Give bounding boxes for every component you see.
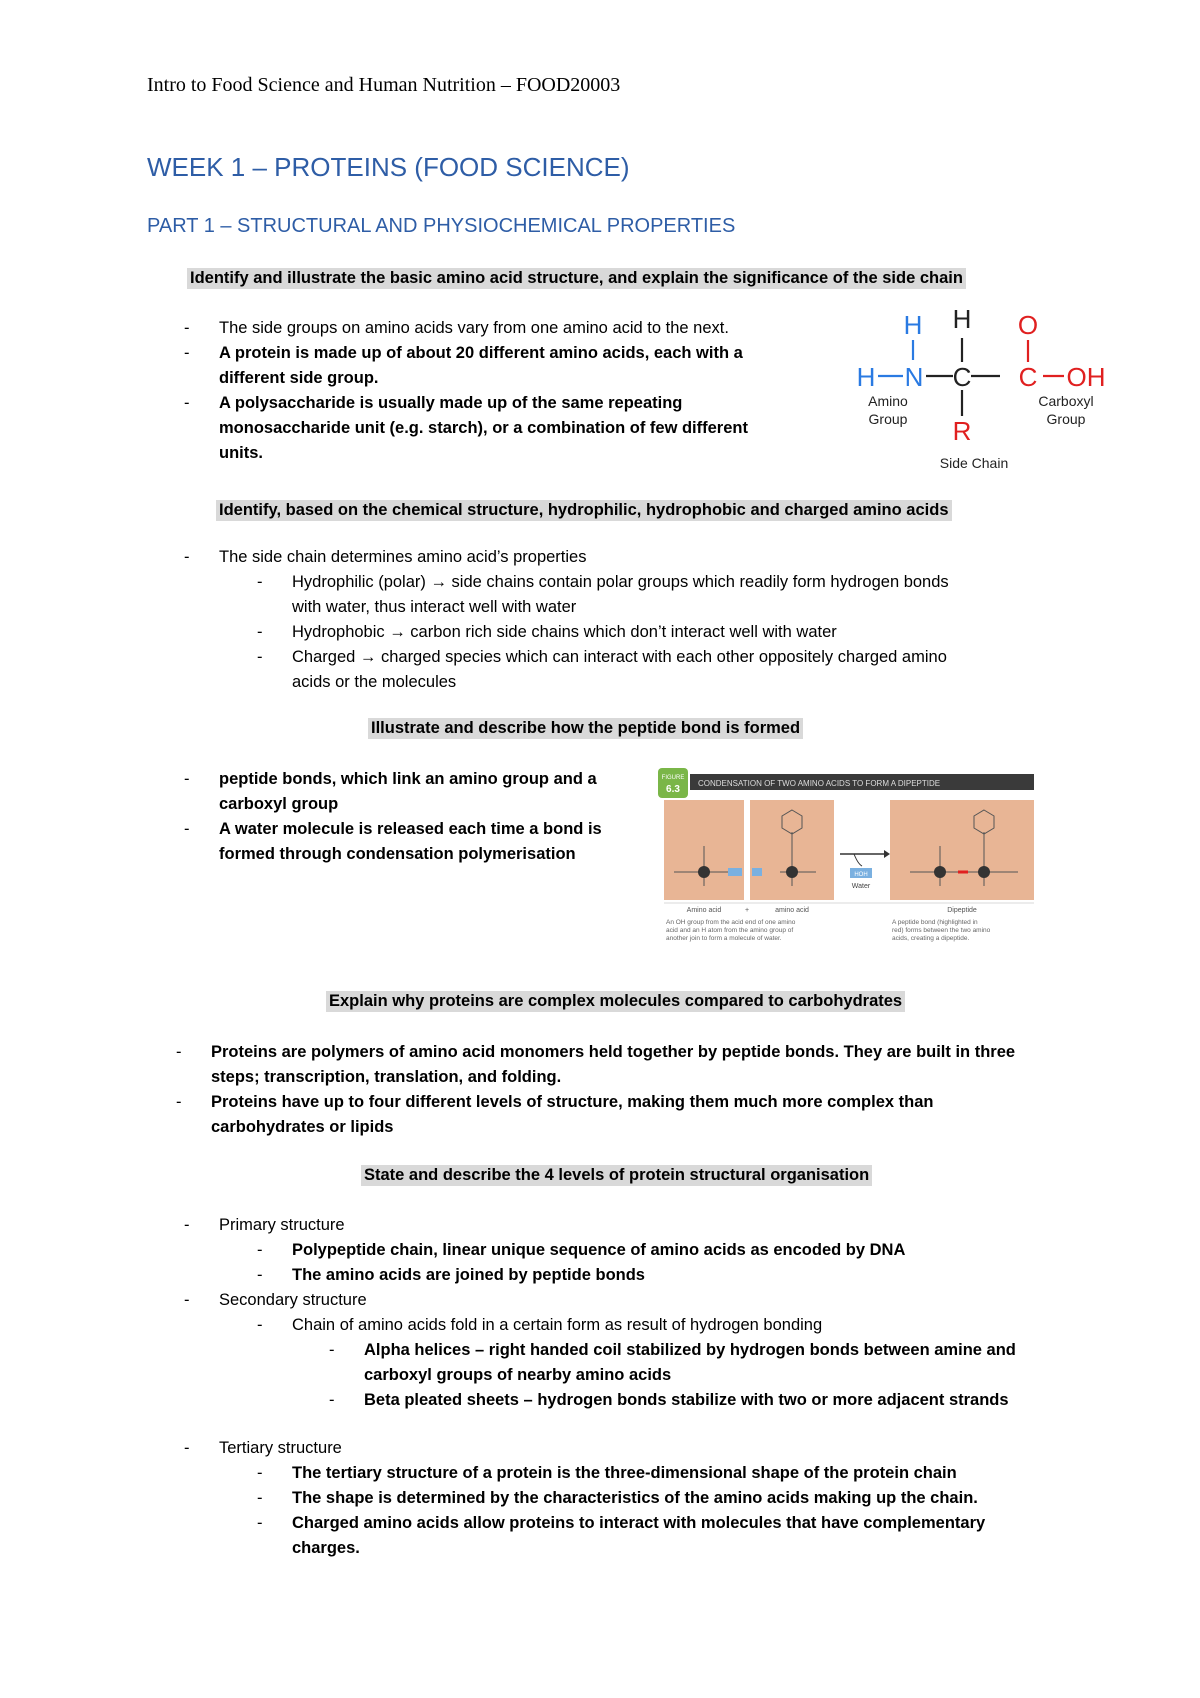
list-item: - A water molecule is released each time a bond is bbox=[184, 820, 602, 838]
oh-highlight bbox=[728, 868, 742, 876]
part-title: PART 1 – STRUCTURAL AND PHYSIOCHEMICAL PROPERTIES bbox=[147, 215, 736, 237]
caption-left-line: another join to form a molecule of water. bbox=[666, 935, 782, 942]
label-carboxyl-group: Group bbox=[1046, 411, 1086, 427]
page-title: WEEK 1 – PROTEINS (FOOD SCIENCE) bbox=[147, 152, 630, 182]
list-item: - The shape is determined by the characteristics of the amino acids making up the chain. bbox=[257, 1489, 978, 1507]
figure-banner-text: CONDENSATION OF TWO AMINO ACIDS TO FORM A DIPEPTIDE bbox=[698, 779, 941, 788]
water-release-arrow bbox=[854, 854, 862, 866]
list-item: - The tertiary structure of a protein is the three-dimensional shape of the protein chain bbox=[257, 1464, 957, 1482]
section-heading-structural-levels: State and describe the 4 levels of protein structural organisation bbox=[361, 1165, 872, 1186]
figure-badge-top: FIGURE bbox=[661, 775, 685, 781]
label-amino-group: Group bbox=[868, 411, 908, 427]
list-item-tertiary: - Tertiary structure bbox=[184, 1439, 342, 1457]
dipeptide-alpha-carbon-2 bbox=[978, 866, 990, 878]
hydroxyl-group: OH bbox=[1066, 362, 1106, 392]
list-item: - Hydrophilic (polar) → side chains contain polar groups which readily form hydrogen bonds bbox=[257, 573, 949, 591]
list-item-continuation: acids or the molecules bbox=[292, 673, 457, 691]
alpha-carbon-atom: C bbox=[952, 362, 972, 392]
label-plus: + bbox=[744, 907, 750, 914]
list-item-continuation: carboxyl group bbox=[219, 795, 339, 813]
list-item: - The amino acids are joined by peptide bonds bbox=[257, 1266, 645, 1284]
list-item: - Polypeptide chain, linear unique sequence of amino acids as encoded by DNA bbox=[257, 1241, 906, 1259]
water-badge-text: HOH bbox=[854, 872, 868, 878]
peptide-bond-list bbox=[184, 767, 639, 867]
h-highlight bbox=[752, 868, 762, 876]
caption-right-line: red) forms between the two amino bbox=[892, 927, 991, 934]
alpha-carbon-1 bbox=[698, 866, 710, 878]
label-amino-acid-2: amino acid bbox=[775, 907, 809, 914]
caption-right-line: acids, creating a dipeptide. bbox=[892, 935, 970, 942]
list-item: - Chain of amino acids fold in a certain form as result of hydrogen bonding bbox=[257, 1316, 823, 1334]
list-item: - Proteins have up to four different levels of structure, making them much more complex than bbox=[176, 1093, 934, 1111]
dipeptide-alpha-carbon-1 bbox=[934, 866, 946, 878]
list-item: - The side chain determines amino acid’s properties bbox=[184, 548, 587, 566]
section-heading-amino-structure: Identify and illustrate the basic amino acid structure, and explain the significance of the side chain bbox=[187, 268, 966, 289]
list-item-continuation: units. bbox=[219, 444, 263, 462]
caption-left-line: acid and an H atom from the amino group of bbox=[666, 927, 794, 934]
hydrogen-atom-amino-left: H bbox=[856, 362, 876, 392]
list-item-continuation: carboxyl groups of nearby amino acids bbox=[364, 1366, 672, 1384]
list-item: - Alpha helices – right handed coil stabilized by hydrogen bonds between amine and bbox=[329, 1341, 1016, 1359]
document-header: Intro to Food Science and Human Nutrition – FOOD20003 bbox=[147, 74, 621, 96]
alpha-carbon-2 bbox=[786, 866, 798, 878]
hydrogen-atom-amino-top: H bbox=[903, 310, 923, 340]
list-item-continuation: different side group. bbox=[219, 369, 379, 387]
list-item-primary: - Primary structure bbox=[184, 1216, 345, 1234]
list-item: - Hydrophobic → carbon rich side chains which don’t interact well with water bbox=[257, 623, 837, 641]
label-amino-acid-1: Amino acid bbox=[686, 907, 722, 914]
list-item-continuation: charges. bbox=[292, 1539, 360, 1557]
dipeptide-panel bbox=[890, 800, 1034, 900]
complex-molecules-list bbox=[176, 1040, 1161, 1140]
section-heading-hydrophilic: Identify, based on the chemical structure, hydrophilic, hydrophobic and charged amino acids bbox=[216, 500, 952, 521]
oxygen-atom: O bbox=[1017, 310, 1039, 340]
amino-acid-structure-diagram bbox=[848, 298, 1128, 478]
carboxyl-carbon-atom: C bbox=[1018, 362, 1038, 392]
label-side-chain: Side Chain bbox=[939, 455, 1009, 471]
amino-structure-list bbox=[184, 316, 799, 466]
label-dipeptide: Dipeptide bbox=[947, 907, 977, 914]
section-heading-complex-molecules: Explain why proteins are complex molecules compared to carbohydrates bbox=[326, 991, 905, 1012]
list-item-continuation: steps; transcription, translation, and folding. bbox=[211, 1068, 562, 1086]
water-label: Water bbox=[851, 883, 871, 890]
label-carboxyl: Carboxyl bbox=[1038, 393, 1094, 409]
spacer bbox=[219, 1413, 1149, 1436]
hydrophilic-list bbox=[184, 545, 1119, 695]
figure-badge-number: 6.3 bbox=[666, 784, 680, 795]
list-item-continuation: monosaccharide unit (e.g. starch), or a combination of few different bbox=[219, 419, 748, 437]
list-item: - Charged → charged species which can interact with each other oppositely charged amino bbox=[257, 648, 947, 666]
list-item-continuation: with water, thus interact well with water bbox=[292, 598, 577, 616]
list-item: - A protein is made up of about 20 different amino acids, each with a bbox=[184, 344, 743, 362]
list-item: - peptide bonds, which link an amino group and a bbox=[184, 770, 597, 788]
section-heading-peptide-bond: Illustrate and describe how the peptide bond is formed bbox=[368, 718, 803, 739]
list-item: - Charged amino acids allow proteins to interact with molecules that have complementary bbox=[257, 1514, 986, 1532]
hydrogen-atom-alpha: H bbox=[952, 304, 972, 334]
list-item-secondary: - Secondary structure bbox=[184, 1291, 367, 1309]
r-side-chain-atom: R bbox=[952, 416, 972, 446]
label-amino: Amino bbox=[868, 393, 908, 409]
nitrogen-atom: N bbox=[904, 362, 924, 392]
dipeptide-condensation-figure bbox=[658, 766, 1038, 956]
list-item: - The side groups on amino acids vary from one amino acid to the next. bbox=[184, 319, 729, 337]
list-item-continuation: formed through condensation polymerisation bbox=[219, 845, 576, 863]
caption-right-line: A peptide bond (highlighted in bbox=[892, 919, 978, 926]
structural-levels-list bbox=[184, 1213, 1149, 1561]
list-item: - Beta pleated sheets – hydrogen bonds stabilize with two or more adjacent strands bbox=[329, 1391, 1009, 1409]
reaction-arrow-head bbox=[884, 850, 890, 858]
caption-left-line: An OH group from the acid end of one amino bbox=[666, 919, 796, 926]
list-item-continuation: carbohydrates or lipids bbox=[211, 1118, 394, 1136]
list-item: - A polysaccharide is usually made up of the same repeating bbox=[184, 394, 683, 412]
list-item: - Proteins are polymers of amino acid monomers held together by peptide bonds. They are built in three bbox=[176, 1043, 1016, 1061]
